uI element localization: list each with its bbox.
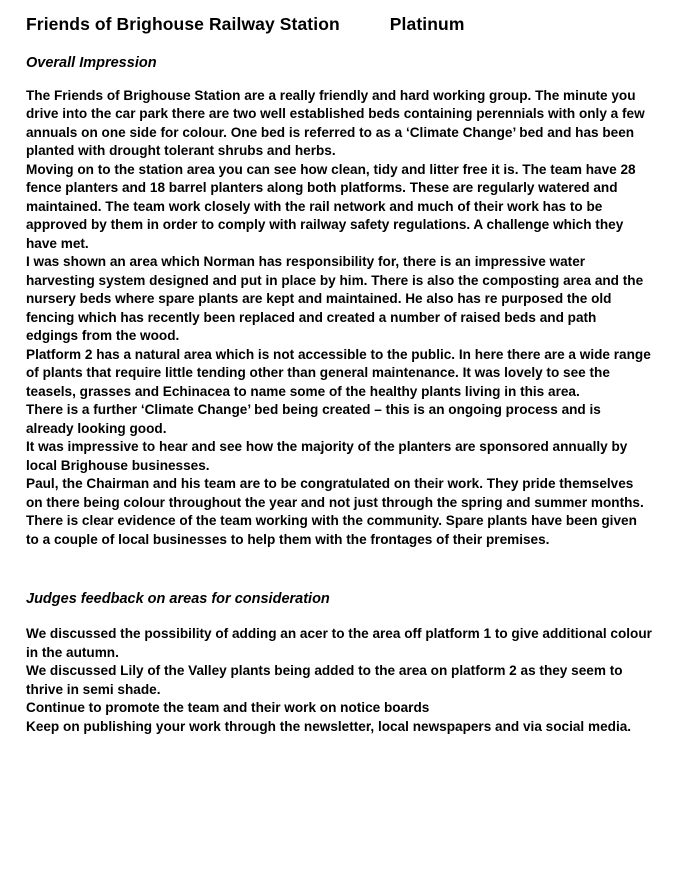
paragraph: Keep on publishing your work through the newsletter, local newspapers and via social media.	[26, 718, 632, 734]
section-body-overall-impression	[26, 87, 652, 549]
paragraph: We discussed Lily of the Valley plants being added to the area on platform 2 as they seem to thrive in semi shade.	[26, 663, 623, 697]
paragraph: Paul, the Chairman and his team are to be congratulated on their work. They pride themselves on there being colour throughout the year and not just through the spring and summer months.	[26, 476, 644, 510]
paragraph: There is a further ‘Climate Change’ bed being created – this is an ongoing process and is already looking good.	[26, 402, 601, 436]
paragraph: We discussed the possibility of adding an acer to the area off platform 1 to give additional colour in the autumn.	[26, 626, 652, 660]
paragraph: Continue to promote the team and their work on notice boards	[26, 700, 430, 716]
paragraph: The Friends of Brighouse Station are a really friendly and hard working group. The minute you drive into the car park there are two well established beds containing perennials with only a few annuals on one side for colour. One bed is referred to as a ‘Climate Change’ bed and has been planted with drought tolerant shrubs and herbs.	[26, 88, 645, 159]
page-title: Friends of Brighouse Railway Station	[26, 14, 340, 34]
paragraph: I was shown an area which Norman has responsibility for, there is an impressive water harvesting system designed and put in place by him. There is also the composting area and the nursery beds where spare plants are kept and maintained. He also has re purposed the old fencing which has recently been replaced and created a number of raised beds and path edgings from the wood.	[26, 254, 644, 344]
award-level: Platinum	[389, 14, 465, 34]
paragraph: Moving on to the station area you can see how clean, tidy and litter free it is. The team have 28 fence planters and 18 barrel planters along both platforms. These are regularly watered and maintained. The team work closely with the rail network and much of their work has to be approved by them in order to comply with railway safety regulations. A challenge which they have met.	[26, 161, 636, 251]
section-body-judges-feedback	[26, 625, 652, 736]
section-judges-feedback	[26, 591, 652, 736]
paragraph: It was impressive to hear and see how the majority of the planters are sponsored annually by local Brighouse businesses.	[26, 439, 628, 473]
section-heading-judges-feedback: Judges feedback on areas for consideration	[26, 591, 330, 608]
document-title-row	[26, 14, 652, 35]
section-heading-overall-impression: Overall Impression	[26, 55, 157, 71]
paragraph: There is clear evidence of the team working with the community. Spare plants have been given to a couple of local businesses to help them with the frontages of their premises.	[26, 513, 637, 547]
section-overall-impression	[26, 55, 652, 549]
paragraph: Platform 2 has a natural area which is not accessible to the public. In here there are a wide range of plants that require little tending other than general maintenance. It was lovely to see the teasels, grasses and Echinacea to name some of the healthy plants living in this area.	[26, 346, 651, 399]
